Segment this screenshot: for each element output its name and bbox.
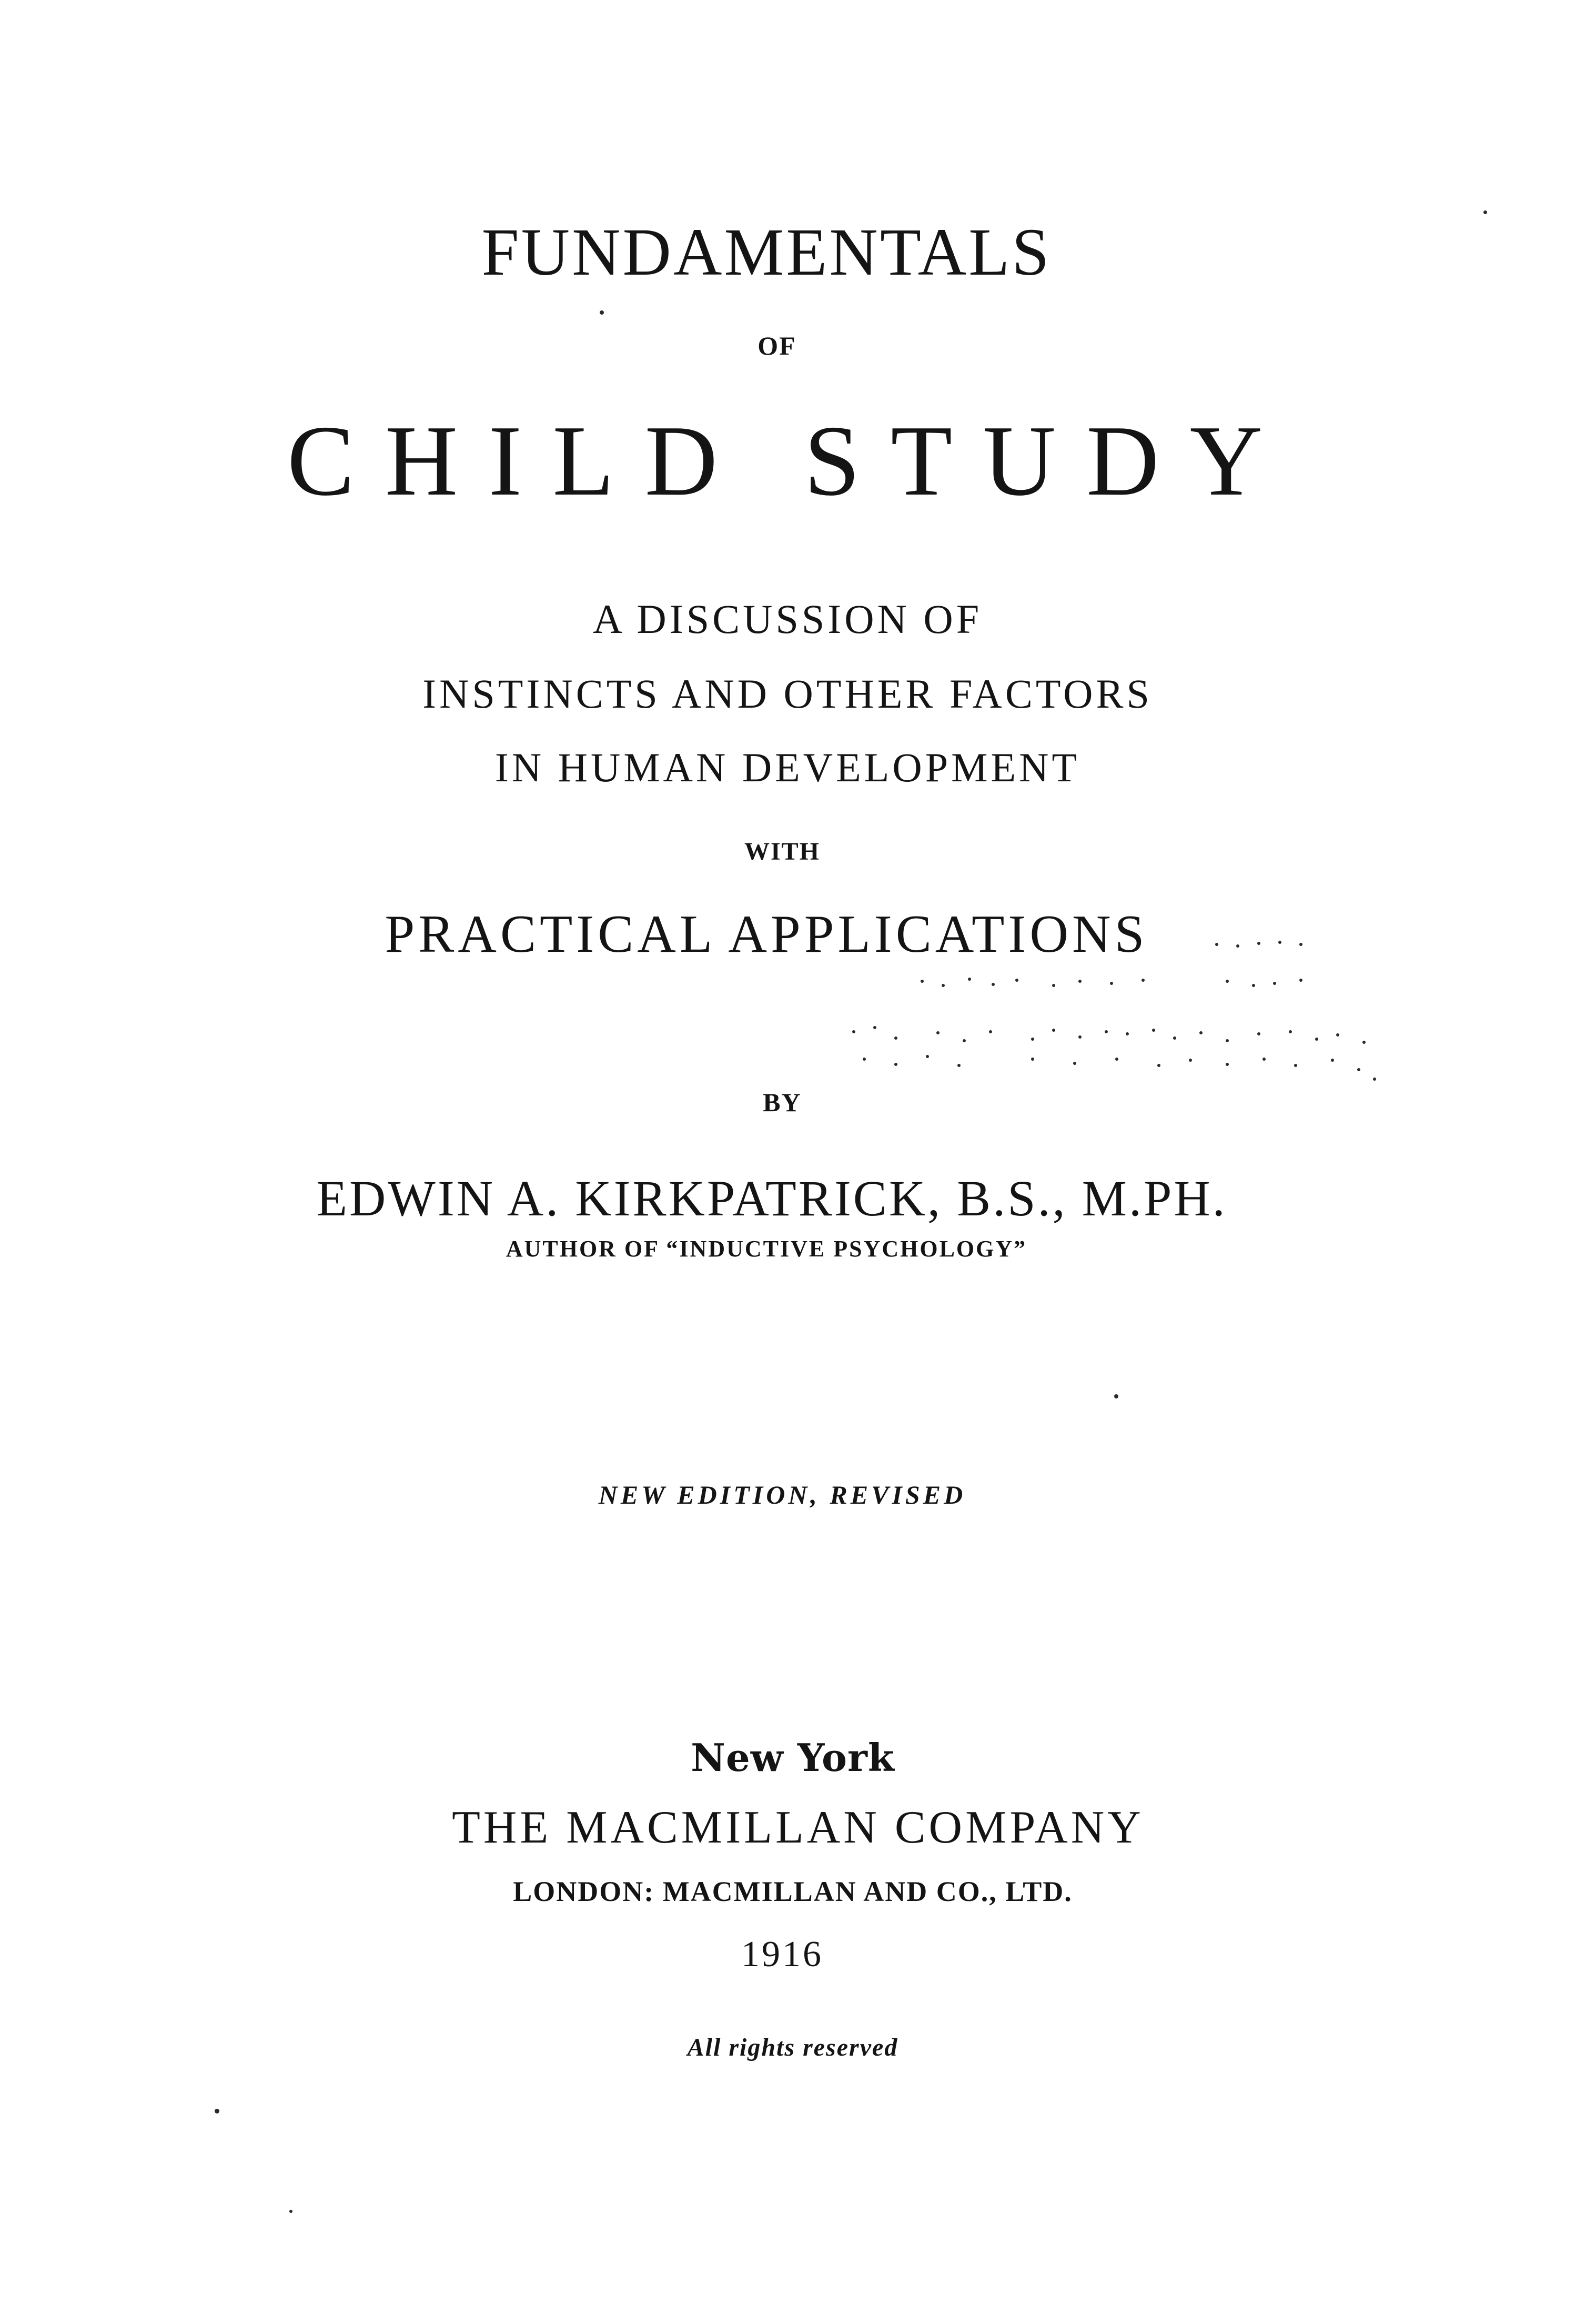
place-of-publication: New York <box>691 1735 895 1780</box>
scan-speck <box>894 1036 897 1040</box>
scan-speck <box>1142 979 1145 982</box>
scan-speck <box>921 980 924 983</box>
scan-speck <box>1105 1030 1108 1033</box>
scan-speck <box>873 1026 876 1029</box>
scan-speck <box>1173 1036 1176 1040</box>
scan-speck <box>968 978 971 981</box>
scan-speck <box>989 1030 992 1033</box>
scan-speck <box>1262 1058 1266 1061</box>
scan-speck <box>1252 984 1255 987</box>
scan-speck <box>936 1031 940 1034</box>
scan-speck <box>1031 1058 1034 1061</box>
with-label: WITH <box>744 838 821 865</box>
title-of: OF <box>757 331 796 360</box>
scan-speck <box>963 1039 966 1042</box>
scan-speck <box>1015 979 1018 982</box>
scan-speck <box>1357 1068 1360 1071</box>
scan-speck <box>215 2109 219 2113</box>
scan-speck <box>289 2210 292 2213</box>
scan-speck <box>1257 1032 1260 1035</box>
publisher-name: THE MACMILLAN COMPANY <box>452 1802 1144 1853</box>
scan-speck <box>1289 1030 1292 1033</box>
scan-speck <box>1315 1038 1318 1041</box>
london-publisher: LONDON: MACMILLAN AND CO., LTD. <box>513 1876 1073 1907</box>
scan-speck <box>1199 1031 1203 1034</box>
subtitle-line-1: A DISCUSSION OF <box>592 596 983 642</box>
scan-speck <box>852 1030 855 1033</box>
scan-speck <box>926 1055 929 1058</box>
scan-speck <box>894 1063 897 1066</box>
publication-year: 1916 <box>741 1934 823 1975</box>
scan-speck <box>1152 1029 1155 1032</box>
by-label: BY <box>763 1088 802 1117</box>
title-line-child-study: CHILD STUDY <box>287 405 1294 517</box>
title-line-fundamentals: FUNDAMENTALS <box>481 215 1052 289</box>
scan-speck <box>863 1058 866 1061</box>
scan-speck <box>992 983 995 986</box>
subtitle-line-2: INSTINCTS AND OTHER FACTORS <box>422 671 1153 717</box>
scan-speck <box>1236 944 1239 948</box>
scan-speck <box>1078 1035 1082 1039</box>
scan-speck <box>1226 1063 1229 1066</box>
rights-statement: All rights reserved <box>687 2034 898 2061</box>
scan-speck <box>1257 942 1260 945</box>
scan-speck <box>1115 1058 1118 1061</box>
scan-speck <box>1189 1059 1192 1062</box>
scan-speck <box>957 1064 961 1067</box>
practical-applications: PRACTICAL APPLICATIONS <box>385 904 1148 964</box>
scan-speck <box>600 310 604 315</box>
scan-speck <box>1215 943 1218 946</box>
scan-speck <box>1031 1038 1034 1041</box>
author-note: AUTHOR OF “INDUCTIVE PSYCHOLOGY” <box>506 1236 1027 1262</box>
scan-speck <box>1331 1059 1334 1062</box>
scan-speck <box>1110 982 1113 985</box>
scan-speck <box>1294 1064 1297 1067</box>
scan-speck <box>1299 979 1302 982</box>
scan-speck <box>1336 1033 1339 1036</box>
scan-speck <box>1052 984 1055 987</box>
subtitle-line-3: IN HUMAN DEVELOPMENT <box>494 744 1080 790</box>
scan-speck <box>1052 1029 1055 1032</box>
author-name: EDWIN A. KIRKPATRICK, B.S., M.PH. <box>316 1170 1227 1226</box>
scan-speck <box>1373 1078 1376 1081</box>
scan-speck <box>1278 941 1281 944</box>
scan-speck <box>1073 1062 1076 1065</box>
scan-speck <box>1273 982 1276 985</box>
scan-speck <box>1126 1032 1129 1035</box>
scan-speck <box>1226 980 1229 983</box>
scan-speck <box>1362 1041 1366 1044</box>
scan-speck <box>1078 980 1082 983</box>
scan-speck <box>1483 210 1487 214</box>
scan-speck <box>1299 943 1302 946</box>
scan-speck <box>1114 1394 1118 1398</box>
edition-note: NEW EDITION, REVISED <box>598 1480 966 1509</box>
scan-speck <box>942 984 945 987</box>
scan-speck <box>1157 1064 1160 1067</box>
scan-speck <box>1226 1039 1229 1042</box>
